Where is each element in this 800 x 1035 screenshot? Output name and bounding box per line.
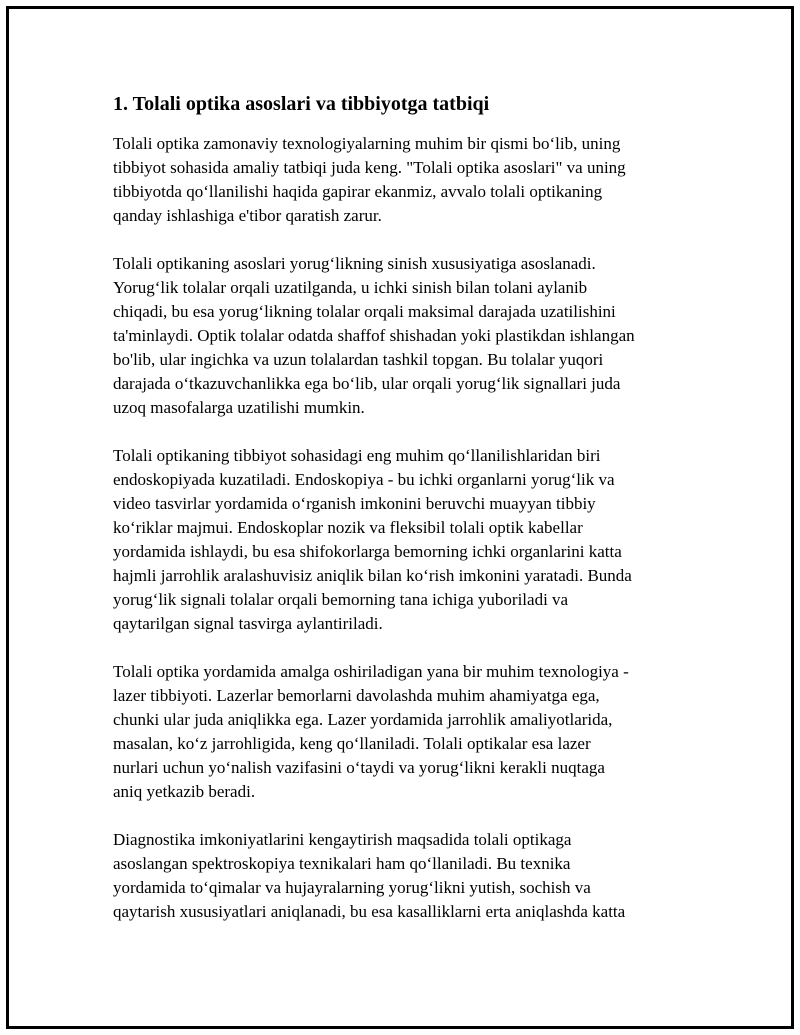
text-line: darajada o‘tkazuvchanlikka ega bo‘lib, ular orqali yorug‘lik signallari juda <box>113 374 621 393</box>
text-line: hajmli jarrohlik aralashuvisiz aniqlik bilan ko‘rish imkonini yaratadi. Bunda <box>113 566 632 585</box>
text-line: yordamida to‘qimalar va hujayralarning yorug‘likni yutish, sochish va <box>113 878 591 897</box>
text-line: chunki ular juda aniqlikka ega. Lazer yordamida jarrohlik amaliyotlarida, <box>113 710 613 729</box>
paragraph-1 <box>113 132 683 228</box>
text-line: bo'lib, ular ingichka va uzun tolalardan tashkil topgan. Bu tolalar yuqori <box>113 350 604 369</box>
text-line: nurlari uchun yo‘nalish vazifasini o‘taydi va yorug‘likni kerakli nuqtaga <box>113 758 605 777</box>
paragraphs-container <box>113 132 683 924</box>
text-line: video tasvirlar yordamida o‘rganish imkonini beruvchi muayyan tibbiy <box>113 494 596 513</box>
section-title: 1. Tolali optika asoslari va tibbiyotga tatbiqi <box>113 93 490 115</box>
paragraph-4 <box>113 660 683 804</box>
paragraph-5 <box>113 828 683 924</box>
text-line: Yorug‘lik tolalar orqali uzatilganda, u ichki sinish bilan tolani aylanib <box>113 278 588 297</box>
text-line: uzoq masofalarga uzatilishi mumkin. <box>113 398 365 417</box>
text-line: yorug‘lik signali tolalar orqali bemorning tana ichiga yuboriladi va <box>113 590 569 609</box>
text-line: qaytarilgan signal tasvirga aylantiriladi. <box>113 614 383 633</box>
text-line: Tolali optika yordamida amalga oshiriladigan yana bir muhim texnologiya - <box>113 662 629 681</box>
text-line: endoskopiyada kuzatiladi. Endoskopiya - bu ichki organlarni yorug‘lik va <box>113 470 615 489</box>
text-line: chiqadi, bu esa yorug‘likning tolalar orqali maksimal darajada uzatilishini <box>113 302 616 321</box>
text-line: Tolali optikaning tibbiyot sohasidagi eng muhim qo‘llanilishlaridan biri <box>113 446 601 465</box>
text-line: Diagnostika imkoniyatlarini kengaytirish maqsadida tolali optikaga <box>113 830 572 849</box>
text-line: aniq yetkazib beradi. <box>113 782 256 801</box>
text-line: qanday ishlashiga e'tibor qaratish zarur. <box>113 206 382 225</box>
text-line: asoslangan spektroskopiya texnikalari ham qo‘llaniladi. Bu texnika <box>113 854 571 873</box>
text-line: ko‘riklar majmui. Endoskoplar nozik va fleksibil tolali optik kabellar <box>113 518 583 537</box>
text-line: masalan, ko‘z jarrohligida, keng qo‘llaniladi. Tolali optikalar esa lazer <box>113 734 591 753</box>
text-line: qaytarish xususiyatlari aniqlanadi, bu esa kasalliklarni erta aniqlashda katta <box>113 902 626 921</box>
text-line: tibbiyot sohasida amaliy tatbiqi juda keng. "Tolali optika asoslari" va uning <box>113 158 626 177</box>
text-line: lazer tibbiyoti. Lazerlar bemorlarni davolashda muhim ahamiyatga ega, <box>113 686 600 705</box>
text-line: Tolali optikaning asoslari yorug‘likning sinish xususiyatiga asoslanadi. <box>113 254 596 273</box>
text-line: Tolali optika zamonaviy texnologiyalarning muhim bir qismi bo‘lib, uning <box>113 134 621 153</box>
text-line: yordamida ishlaydi, bu esa shifokorlarga bemorning ichki organlarini katta <box>113 542 622 561</box>
text-line: tibbiyotda qo‘llanilishi haqida gapirar ekanmiz, avvalo tolali optikaning <box>113 182 603 201</box>
paragraph-2 <box>113 252 683 420</box>
text-line: ta'minlaydi. Optik tolalar odatda shaffof shishadan yoki plastikdan ishlangan <box>113 326 635 345</box>
document-body <box>113 90 683 948</box>
paragraph-3 <box>113 444 683 636</box>
